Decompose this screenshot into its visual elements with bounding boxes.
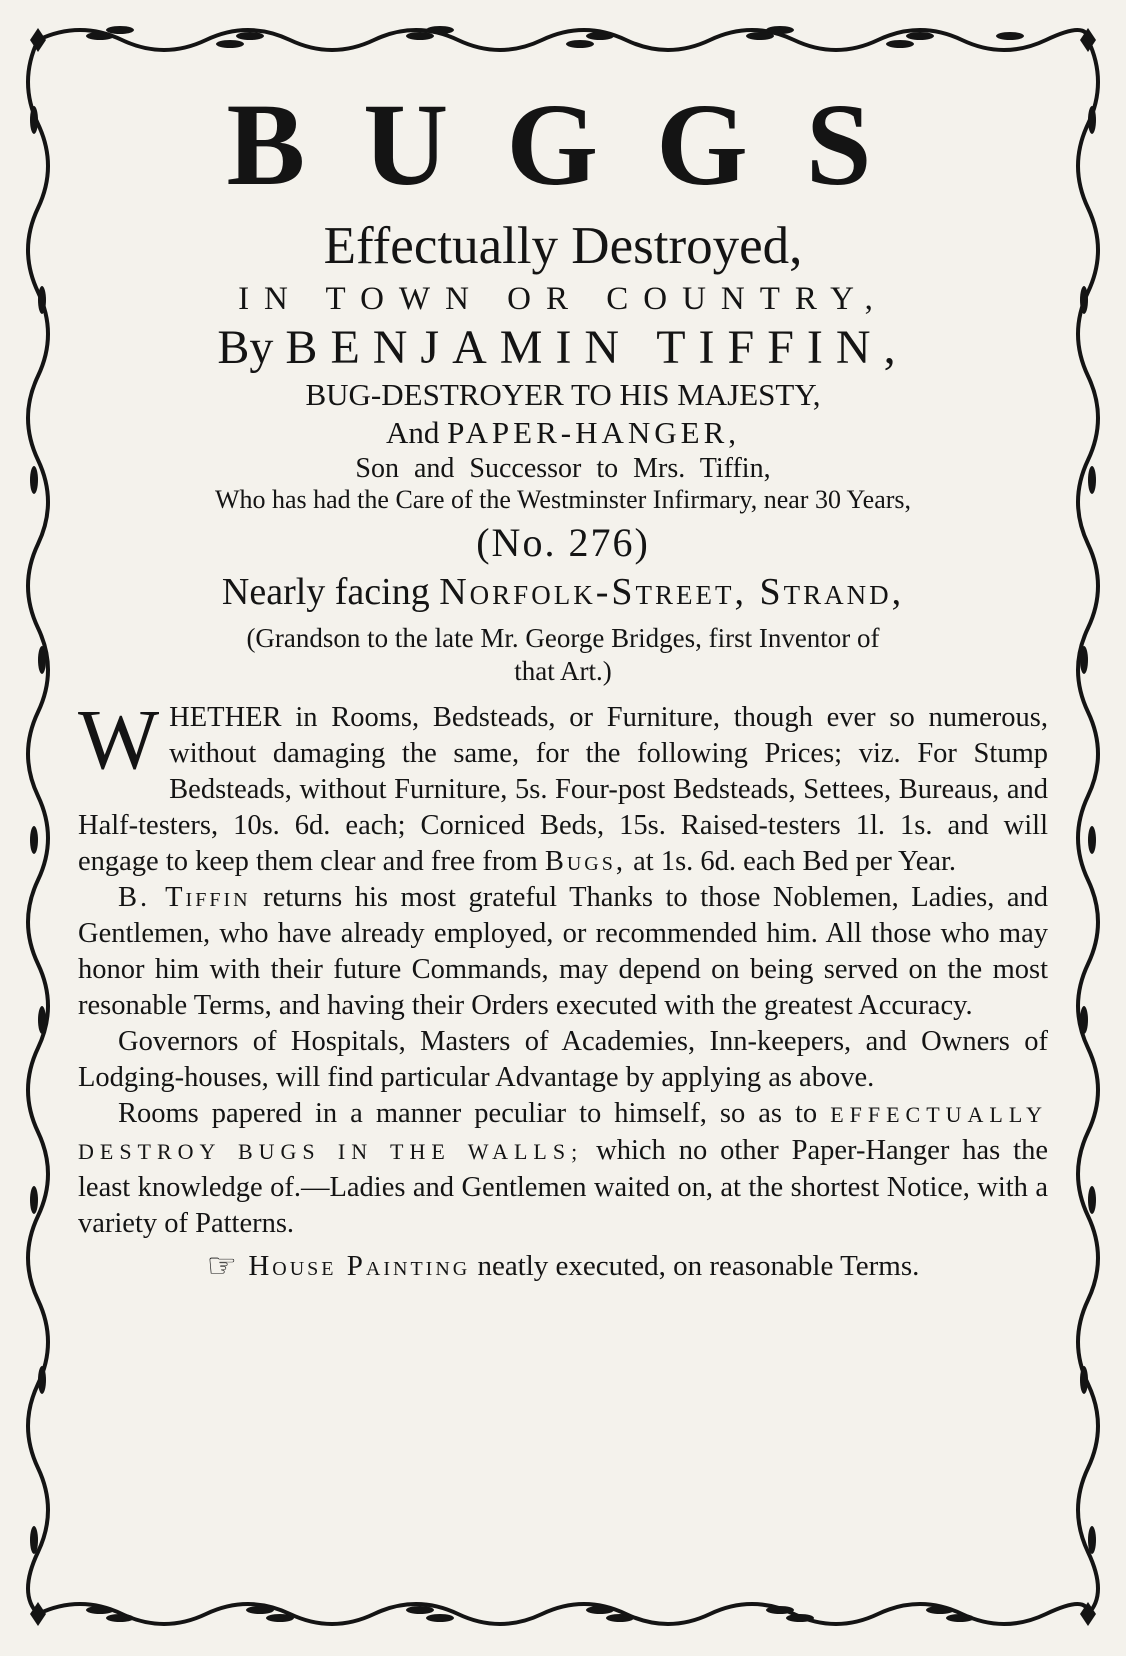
paragraph-rooms <box>78 1096 1048 1242</box>
leaf-ornaments-left <box>30 106 46 1554</box>
paragraph-rooms-start: Rooms papered in a manner peculiar to himself, so as to <box>118 1097 818 1129</box>
grandson-line-1: (Grandson to the late Mr. George Bridges, first Inventor of <box>246 623 880 653</box>
address-line <box>78 570 1048 614</box>
advertisement-body <box>78 690 1049 1242</box>
leaf-ornaments-right <box>1080 106 1096 1554</box>
house-painting-line <box>78 1246 1048 1286</box>
location-line: IN TOWN OR COUNTRY, <box>238 281 888 317</box>
paragraph-rooms-caps: EFFECTUALLY DESTROY BUGS IN THE WALLS; <box>78 1101 1048 1164</box>
paragraph-prices-text: HETHER in Rooms, Bedsteads, or Furniture, though ever so numerous, without damaging the same, for the following Prices; viz. For Stump Bedsteads, without Furniture, 5s. Four-post Bedsteads, Settees, Bureaus, and Half-testers, 10s. 6d. each; Corniced Beds, 15s. Raised-testers 1l. 1s. and will engage to keep them clear and free from <box>78 701 1048 877</box>
trade-line <box>78 415 1048 451</box>
paragraph-thanks <box>78 880 1048 1024</box>
pointing-hand-icon: ☞ <box>206 1247 238 1285</box>
headline-subtitle: Effectually Destroyed, <box>323 217 803 275</box>
facing-street: Norfolk-Street, Strand, <box>439 571 905 613</box>
grandson-note <box>78 622 1048 688</box>
trade-name: PAPER-HANGER, <box>447 415 740 450</box>
headline-title: BUGGS <box>226 79 930 210</box>
paragraph-thanks-text: returns his most grateful Thanks to those Noblemen, Ladies, and Gentlemen, who have already employed, or recommended him. All those who may honor him with their future Commands, may depend on being served on the most resonable Terms, and having their Orders executed with the greatest Accuracy. <box>78 881 1049 1021</box>
paragraph-prices <box>78 690 1048 880</box>
paragraph-rooms-end: which no other Paper-Hanger has the least knowledge of.—Ladies and Gentlemen waited on, at the shortest Notice, with a variety of Patterns. <box>78 1134 1048 1239</box>
trade-prefix: And <box>385 415 440 450</box>
bugs-word: Bugs, <box>544 845 626 877</box>
drop-cap: W <box>78 690 160 787</box>
facing-prefix: Nearly facing <box>221 571 430 613</box>
house-painting-label: House Painting <box>248 1249 471 1282</box>
address-number: (No. 276) <box>476 520 650 565</box>
proprietor-name: BENJAMIN TIFFIN, <box>285 321 909 374</box>
grandson-line-2: that Art.) <box>514 655 612 686</box>
lineage-line: Son and Successor to Mrs. Tiffin, <box>355 453 771 484</box>
border-bottom <box>38 1604 1088 1624</box>
border-top <box>38 30 1088 50</box>
history-line: Who has had the Care of the Westminster Infirmary, near 30 Years, <box>214 485 912 514</box>
by-prefix: By <box>217 321 274 374</box>
thanks-name: B. Tiffin <box>118 881 251 913</box>
paragraph-governors: Governors of Hospitals, Masters of Academies, Inn-keepers, and Owners of Lodging-houses, will find particular Advantage by applying as above. <box>78 1025 1048 1093</box>
advertisement-content <box>78 78 1048 1568</box>
proprietor-line <box>78 320 1048 375</box>
house-painting-text: neatly executed, on reasonable Terms. <box>477 1249 920 1282</box>
royal-appointment: BUG-DESTROYER TO HIS MAJESTY, <box>305 377 821 412</box>
paragraph-prices-end: at 1s. 6d. each Bed per Year. <box>633 845 957 877</box>
